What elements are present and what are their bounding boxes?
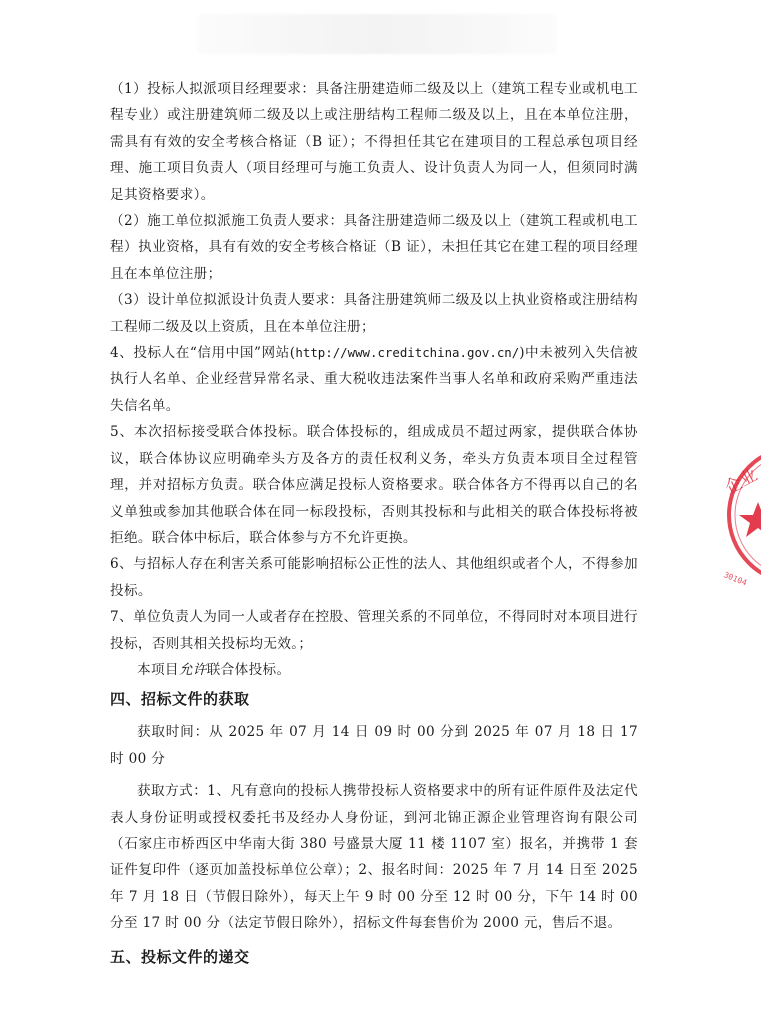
acquisition-time: 获取时间：从 2025 年 07 月 14 日 09 时 00 分到 2025 年 07 月 18 日 17 时 00 分 <box>110 724 638 767</box>
seal-star-icon <box>739 502 761 537</box>
blurred-header <box>197 14 557 54</box>
requirement-item-2: （2）施工单位拟派施工负责人要求：具备注册建造师二级及以上（建筑工程或机电工程）执业资格，具有有效的安全考核合格证（B 证），未担任其它在建工程的项目经理且在本单位注册； <box>110 213 638 282</box>
joint-note-allowed: 允许 <box>178 661 207 678</box>
requirement-item-7: 7、单位负责人为同一人或者存在控股、管理关系的不同单位，不得同时对本项目进行投标，否则其相关投标均无效。； <box>110 609 638 652</box>
company-seal <box>722 440 761 590</box>
section-5-heading: 五、投标文件的递交 <box>110 947 250 966</box>
item-4-suffix: )中未被列入失信被执行人名单、企业经营异常名录、重大税收违法案件当事人名单和政府采购严重违法失信名单。 <box>110 345 638 414</box>
item-4-prefix: 4、投标人在“信用中国”网站( <box>110 345 296 362</box>
requirement-item-6: 6、与招标人存在利害关系可能影响招标公正性的法人、其他组织或者个人，不得参加投标。 <box>110 556 638 599</box>
requirement-item-4 <box>110 340 638 419</box>
joint-note-c: 联合体投标。 <box>206 661 291 678</box>
document-body <box>110 76 638 973</box>
seal-text-1: 企业 <box>722 465 761 499</box>
section-4-heading: 四、招标文件的获取 <box>110 690 250 709</box>
joint-note-a: 本项目 <box>137 661 179 678</box>
requirement-item-3: （3）设计单位拟派设计负责人要求：具备注册建筑师二级及以上执业资格或注册结构工程师二级及以上资质，且在本单位注册； <box>110 292 638 335</box>
joint-bid-note <box>110 657 638 683</box>
acquisition-method: 获取方式：1、凡有意向的投标人携带投标人资格要求中的所有证件原件及法定代表人身份证明或授权委托书及经办人身份证，到河北锦正源企业管理咨询有限公司（石家庄市桥西区中华南大街 380 号盛景大厦 11 楼 1107 室）报名，并携带 1 套证件复印件（逐页加盖投标单位公章）；2、报名时间：2025 年 7 月 14 日至 2025 年 7 月 18 日（节假日除外），每天上午 9 时 00 分至 12 时 00 分，下午 14 时 00 分至 17 时 00 分（法定节假日除外），招标文件每套售价为 2000 元，售后不退。 <box>110 783 638 932</box>
credit-china-url: http://www.creditchina.gov.cn/ <box>295 345 520 361</box>
seal-text-2: 30104 <box>722 570 749 588</box>
requirement-item-1: （1）投标人拟派项目经理要求：具备注册建造师二级及以上（建筑工程专业或机电工程专业）或注册建筑师二级及以上或注册结构工程师二级及以上，且在本单位注册，需具有有效的安全考核合格证（B 证）；不得担任其它在建项目的工程总承包项目经理、施工项目负责人（项目经理可与施工负责人、设计负责人为同一人，但须同时满足其资格要求）。 <box>110 81 638 203</box>
requirement-item-5: 5、本次招标接受联合体投标。联合体投标的，组成成员不超过两家，提供联合体协议，联合体协议应明确牵头方及各方的责任权利义务，牵头方负责本项目全过程管理，并对招标方负责。联合体应满足投标人资格要求。联合体各方不得再以自己的名义单独或参加其他联合体在同一标段投标，否则其投标和与此相关的联合体投标将被拒绝。联合体中标后，联合体参与方不允许更换。 <box>110 424 638 546</box>
